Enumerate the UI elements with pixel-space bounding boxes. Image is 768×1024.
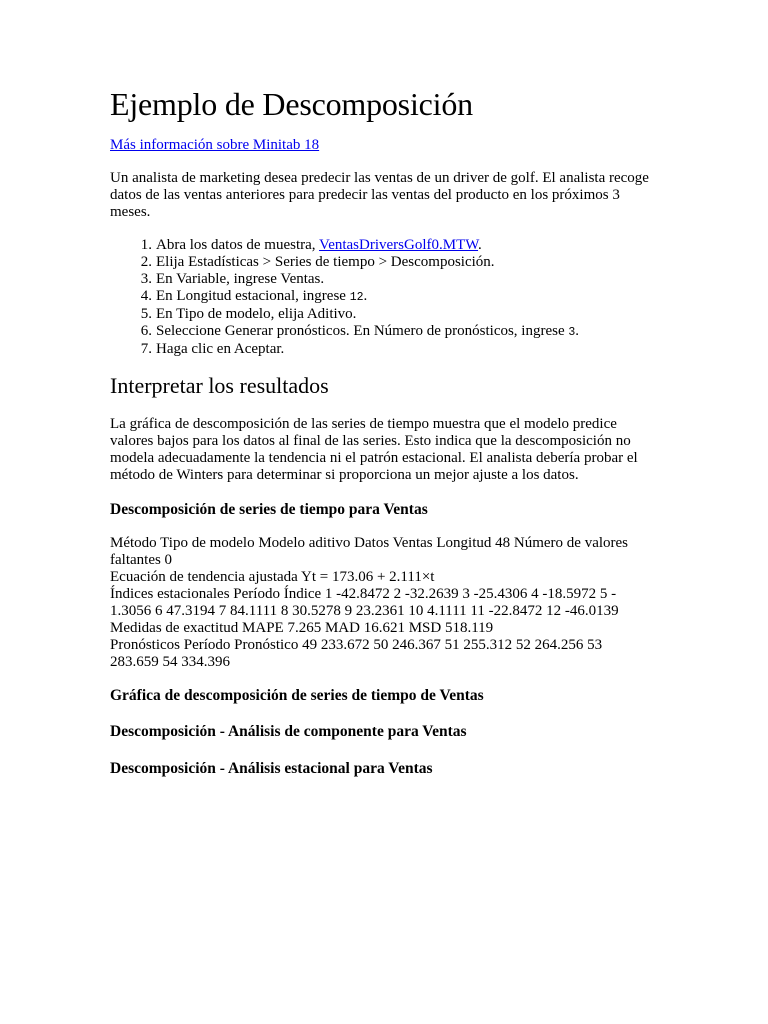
decomposition-section-heading: Descomposición de series de tiempo para Ventas [110,501,428,518]
step-text: Elija Estadísticas > Series de tiempo > Descomposición. [156,254,495,270]
output-line: 1.3056 6 47.3194 7 84.1111 8 30.5278 9 23.2361 10 4.1111 11 -22.8472 12 -46.0139 [110,603,619,619]
step-item [110,323,579,341]
seasonal-analysis-heading: Descomposición - Análisis estacional para Ventas [110,760,433,777]
step-item [110,341,579,358]
output-line: faltantes 0 [110,552,173,568]
component-analysis-heading: Descomposición - Análisis de componente para Ventas [110,723,467,740]
step-item [110,271,579,288]
step-text: Haga clic en Aceptar. [156,341,285,357]
step-number: 3. [140,271,152,287]
output-line: Medidas de exactitud MAPE 7.265 MAD 16.621 MSD 518.119 [110,620,494,636]
step-text: En Longitud estacional, ingrese [156,288,350,304]
step-text: En Variable, ingrese Ventas. [156,271,325,287]
step-text-end: . [363,288,368,304]
minitab-info-link[interactable]: Más información sobre Minitab 18 [110,137,320,153]
step-code-value: 12 [349,291,364,304]
output-line: Pronósticos Período Pronóstico 49 233.672 50 246.367 51 255.312 52 264.256 53 [110,637,603,653]
step-number: 6. [140,323,152,339]
output-line: Ecuación de tendencia ajustada Yt = 173.06 + 2.111×t [110,569,435,585]
output-line: Método Tipo de modelo Modelo aditivo Datos Ventas Longitud 48 Número de valores [110,535,629,551]
step-item [110,306,579,323]
step-item [110,288,579,306]
decomposition-graph-heading: Gráfica de descomposición de series de tiempo de Ventas [110,687,484,704]
step-text: Seleccione Generar pronósticos. En Número de pronósticos, ingrese [156,323,569,339]
sample-data-link[interactable]: VentasDriversGolf0.MTW [319,237,479,253]
steps-list [110,237,579,358]
minitab-info-paragraph [110,137,658,154]
step-text: En Tipo de modelo, elija Aditivo. [156,306,357,322]
results-heading: Interpretar los resultados [110,373,329,398]
intro-paragraph: Un analista de marketing desea predecir las ventas de un driver de golf. El analista recoge datos de las ventas anteriores para predecir las ventas del producto en los próximos 3 meses. [110,170,649,220]
step-item [110,254,579,271]
step-number: 4. [140,288,152,304]
step-number: 2. [140,254,152,270]
decomposition-output [110,535,658,671]
step-number: 7. [140,341,152,357]
step-number: 1. [140,237,152,253]
step-code-value: 3 [568,326,576,339]
page-title: Ejemplo de Descomposición [110,86,473,122]
output-line: Índices estacionales Período Índice 1 -42.8472 2 -32.2639 3 -25.4306 4 -18.5972 5 - [110,586,617,602]
step-text-end: . [575,323,580,339]
results-paragraph: La gráfica de descomposición de las series de tiempo muestra que el modelo predice valores bajos para los datos al final de las series. Esto indica que la descomposición no modela adecuadamente la tendencia ni el patrón estacional. El analista debería probar el método de Winters para determinar si proporciona un mejor ajuste a los datos. [110,416,638,483]
output-line: 283.659 54 334.396 [110,654,230,670]
step-number: 5. [140,306,152,322]
step-text: Abra los datos de muestra, [156,237,320,253]
step-text-end: . [478,237,482,253]
step-item [110,237,579,254]
